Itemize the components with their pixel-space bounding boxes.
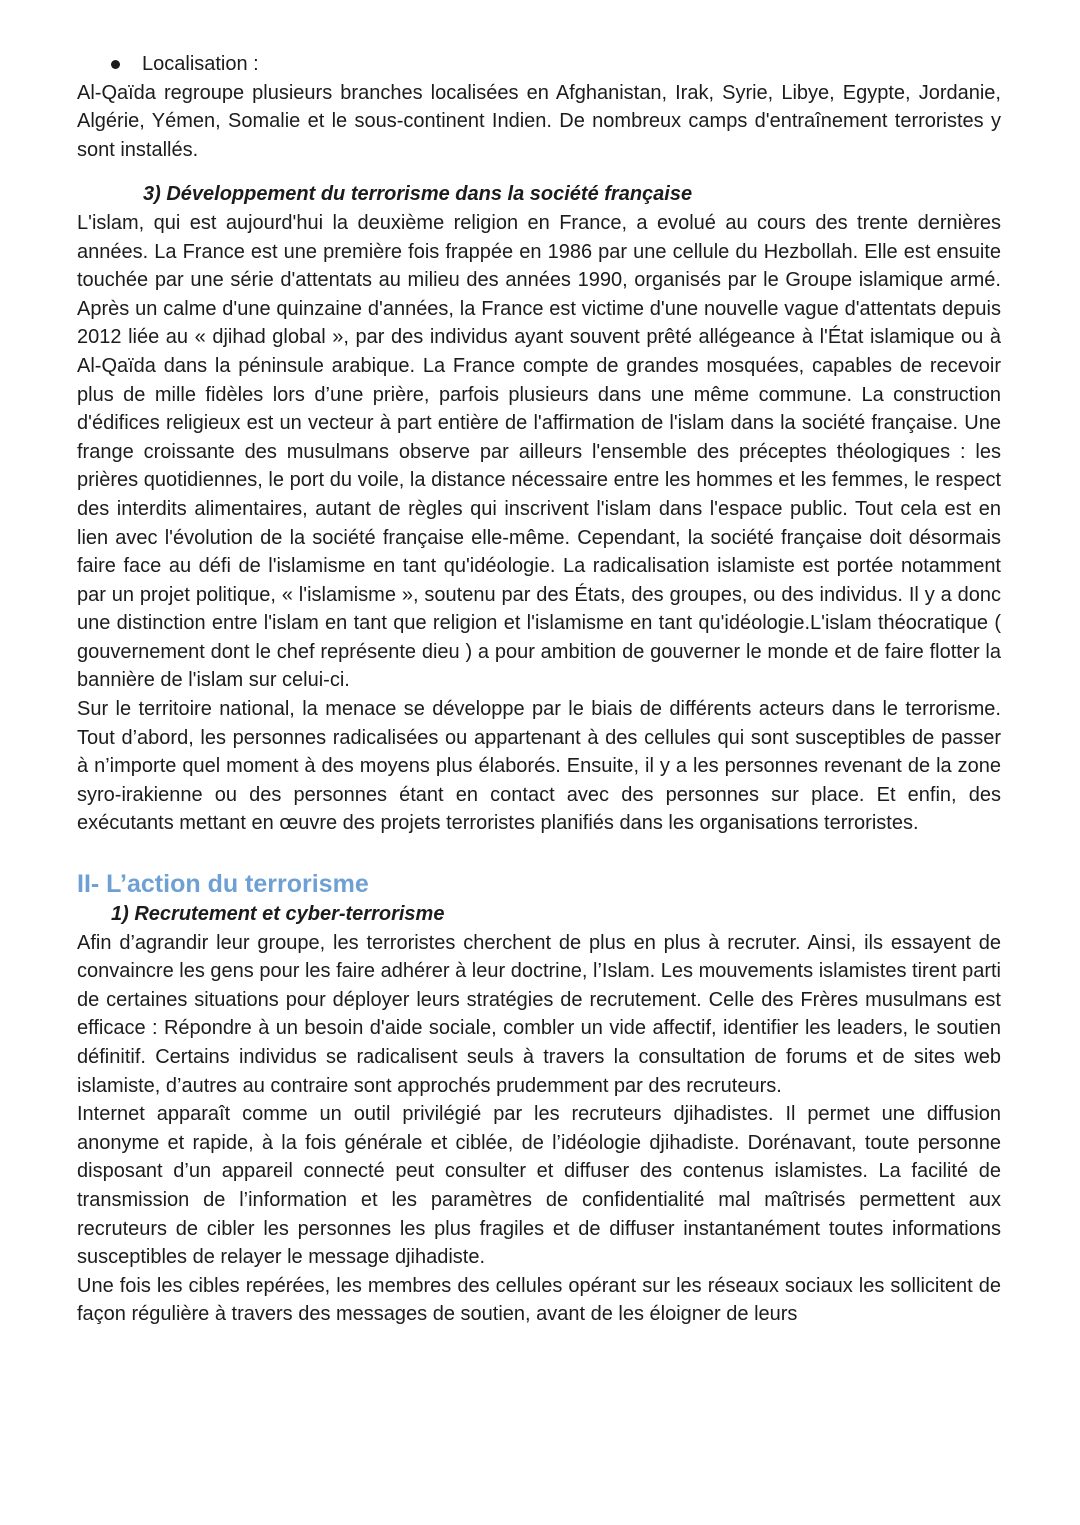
subsection-1-paragraph-2: Internet apparaît comme un outil privilégié par les recruteurs djihadistes. Il permet une diffusion anonyme et rapide, à la fois générale et ciblée, de l’idéologie djihadiste. Dorénavant, toute personne disposant d’un appareil connecté peut consulter et diffuser des contenus islamistes. La facilité de transmission de l’information et les paramètres de confidentialité mal maîtrisés permettent aux recruteurs de cibler les personnes les plus fragiles et de diffuser instantanément toutes informations susceptibles de relayer le message djihadiste. <box>77 1103 1001 1269</box>
bullet-item-localisation <box>111 50 1001 79</box>
section-3-paragraph-2: Sur le territoire national, la menace se développe par le biais de différents acteurs dans le terrorisme. Tout d’abord, les personnes radicalisées ou appartenant à des cellules qui sont susceptibles de passer à n’importe quel moment à des moyens plus élaborés. Ensuite, il y a les personnes revenant de la zone syro-irakienne ou des personnes étant en contact avec des personnes sur place. Et enfin, des exécutants mettant en œuvre des projets terroristes planifiés dans les organisations terroristes. <box>77 698 1001 835</box>
part-2-heading: II- L’action du terrorisme <box>77 870 369 899</box>
bullet-icon <box>111 60 120 69</box>
section-3-paragraph-1: L'islam, qui est aujourd'hui la deuxième religion en France, a evolué au cours des trente dernières années. La France est une première fois frappée en 1986 par une cellule du Hezbollah. Elle est ensuite touchée par une série d'attentats au milieu des années 1990, organisés par le Groupe islamique armé. Après un calme d'une quinzaine d'années, la France est victime d'une nouvelle vague d'attentats depuis 2012 liée au « djihad global », par des individus ayant souvent prêté allégeance à l'État islamique ou à Al-Qaïda dans la péninsule arabique. La France compte de grandes mosquées, capables de recevoir plus de mille fidèles lors d’une prière, parfois plusieurs dans une même commune. La construction d'édifices religieux est un vecteur à part entière de l'affirmation de l'islam dans la société française. Une frange croissante des musulmans observe par ailleurs l'ensemble des préceptes théologiques : les prières quotidiennes, le port du voile, la distance nécessaire entre les hommes et les femmes, le respect des interdits alimentaires, autant de règles qui inscrivent l'islam dans l'espace public. Tout cela est en lien avec l'évolution de la société française elle-même. Cependant, la société française doit désormais faire face au défi de l'islamisme en tant qu'idéologie. La radicalisation islamiste est portée notamment par un projet politique, « l'islamisme », soutenu par des États, des groupes, ou des individus. Il y a donc une distinction entre l'islam en tant que religion et l'islamisme en tant qu'idéologie.L'islam théocratique ( gouvernement dont le chef représente dieu ) a pour ambition de gouverner le monde et de faire flotter la bannière de l'islam sur celui-ci. <box>77 211 1001 692</box>
bullet-label: Localisation : <box>142 53 259 75</box>
document-page <box>77 50 1001 1329</box>
subsection-1-paragraph-1: Afin d’agrandir leur groupe, les terroristes cherchent de plus en plus à recruter. Ainsi, ils essayent de convaincre les gens pour les faire adhérer à leur doctrine, l’Islam. Les mouvements islamistes tirent parti de certaines situations pour déployer leurs stratégies de recrutement. Celle des Frères musulmans est efficace : Répondre à un besoin d'aide sociale, combler un vide affectif, identifier les leaders, le soutien définitif. Certains individus se radicalisent seuls à travers la consultation de forums et de sites web islamiste, d’autres au contraire sont approchés prudemment par des recruteurs. <box>77 931 1001 1097</box>
subsection-1-heading: 1) Recrutement et cyber-terrorisme <box>111 903 445 926</box>
section-3-heading: 3) Développement du terrorisme dans la société française <box>143 183 693 206</box>
localisation-paragraph: Al-Qaïda regroupe plusieurs branches localisées en Afghanistan, Irak, Syrie, Libye, Egypte, Jordanie, Algérie, Yémen, Somalie et le sous-continent Indien. De nombreux camps d'entraînement terroristes y sont installés. <box>77 81 1001 161</box>
subsection-1-paragraph-3: Une fois les cibles repérées, les membres des cellules opérant sur les réseaux sociaux les sollicitent de façon régulière à travers des messages de soutien, avant de les éloigner de leurs <box>77 1274 1001 1326</box>
